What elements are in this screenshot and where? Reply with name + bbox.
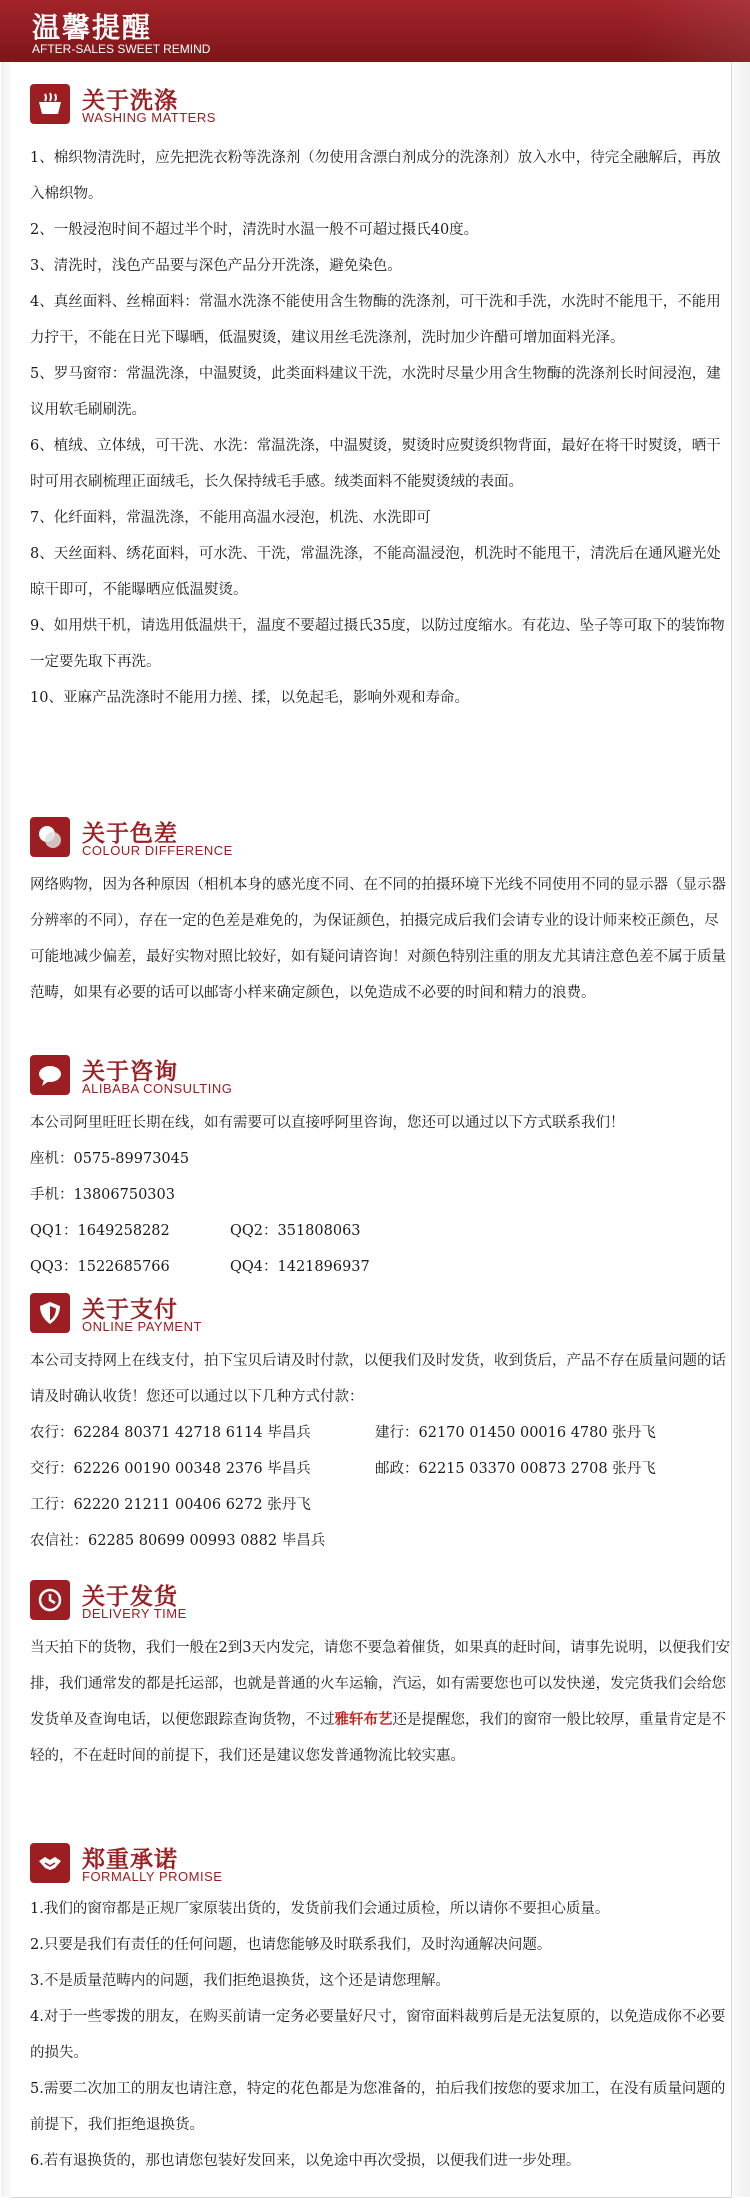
payment-intro: 本公司支持网上在线支付，拍下宝贝后请及时付款，以便我们及时发货，收到货后，产品不存在质量问题的话请及时确认收货！您还可以通过以下几种方式付款：: [30, 1353, 726, 1405]
banner-title: 温馨提醒: [32, 11, 153, 44]
bank-account: 交行：62226 00190 00348 2376 毕昌兵: [30, 1461, 311, 1477]
delivery-title: 关于发货: [82, 1583, 178, 1610]
colour-text: 网络购物，因为各种原因（相机本身的感光度不同、在不同的拍摄环境下光线不同使用不同的显示器（显示器分辨率的不同），存在一定的色差是难免的，为保证颜色，拍摄完成后我们会请专业的设计师来校正颜色，尽可能地减少偏差，最好实物对照比较好，如有疑问请咨询！对颜色特别注重的朋友尤其请注意色差不属于质量范畴，如果有必要的话可以邮寄小样来确定颜色，以免造成不必要的时间和精力的浪费。: [30, 877, 726, 1001]
bank-account: 工行：62220 21211 00406 6272 张丹飞: [30, 1497, 311, 1513]
consult-section: [30, 1055, 730, 1285]
shield-icon: [30, 1293, 70, 1333]
washing-item: 9、如用烘干机，请选用低温烘干，温度不要超过摄氏35度，以防过度缩水。有花边、坠子等可取下的装饰物一定要先取下再洗。: [30, 618, 725, 670]
delivery-text-after: 还是提醒您，我们的窗帘一般比较厚，重量肯定是不轻的，不在赶时间的前提下，我们还是建议您发普通物流比较实惠。: [30, 1712, 726, 1764]
consult-header: [30, 1055, 730, 1103]
washing-list: [30, 140, 730, 716]
chat-icon: [30, 1055, 70, 1095]
account-row: [30, 1415, 730, 1451]
colour-title: 关于色差: [82, 820, 178, 847]
washing-item: 5、罗马窗帘：常温洗涤，中温熨烫，此类面料建议干洗，水洗时尽量少用含生物酶的洗涤剂长时间浸泡，建议用软毛刷刷洗。: [30, 366, 721, 418]
colour-header: [30, 817, 730, 865]
consult-mobile: 手机：13806750303: [30, 1187, 175, 1203]
banner-subtitle: AFTER-SALES SWEET REMIND: [32, 42, 211, 56]
promise-subtitle: FORMALLY PROMISE: [82, 1869, 223, 1884]
washing-basin-icon: [30, 84, 70, 124]
qq-row: [30, 1249, 730, 1285]
washing-item: 3、清洗时，浅色产品要与深色产品分开洗涤，避免染色。: [30, 258, 402, 274]
bank-account: 建行：62170 01450 00016 4780 张丹飞: [375, 1425, 656, 1441]
promise-item: 2.只要是我们有责任的任何问题，也请您能够及时联系我们，及时沟通解决问题。: [30, 1937, 552, 1953]
washing-title: 关于洗涤: [82, 87, 178, 114]
washing-item: 2、一般浸泡时间不超过半个时，清洗时水温一般不可超过摄氏40度。: [30, 222, 479, 238]
banner-decoration: [630, 0, 750, 62]
promise-item: 5.需要二次加工的朋友也请注意，特定的花色都是为您准备的，拍后我们按您的要求加工，在没有质量问题的前提下，我们拒绝退换货。: [30, 2081, 726, 2133]
delivery-section: [30, 1580, 730, 1774]
washing-subtitle: WASHING MATTERS: [82, 110, 216, 125]
qq4-text: QQ4：1421896937: [230, 1259, 370, 1275]
qq-row: [30, 1213, 730, 1249]
delivery-subtitle: DELIVERY TIME: [82, 1606, 187, 1621]
washing-item: 8、天丝面料、绣花面料，可水洗、干洗，常温洗涤，不能高温浸泡，机洗时不能甩干，清洗后在通风避光处晾干即可，不能曝晒应低温熨烫。: [30, 546, 721, 598]
consult-title: 关于咨询: [82, 1058, 178, 1085]
delivery-header: [30, 1580, 730, 1628]
account-row: [30, 1523, 730, 1559]
top-banner: [0, 0, 750, 62]
promise-list: [30, 1891, 730, 2179]
delivery-body: [30, 1630, 730, 1774]
washing-section: [30, 84, 730, 716]
colour-section: [30, 817, 730, 1011]
payment-section: [30, 1293, 730, 1559]
delivery-text: [30, 1630, 730, 1774]
washing-item: 10、亚麻产品洗涤时不能用力搓、揉，以免起毛，影响外观和寿命。: [30, 690, 469, 706]
promise-item: 3.不是质量范畴内的问题，我们拒绝退换货，这个还是请您理解。: [30, 1973, 450, 1989]
washing-item: 6、植绒、立体绒，可干洗、水洗：常温洗涤，中温熨烫，熨烫时应熨烫织物背面，最好在将干时熨烫，晒干时可用衣刷梳理正面绒毛，长久保持绒毛手感。绒类面料不能熨烫绒的表面。: [30, 438, 721, 490]
qq3-text: QQ3：1522685766: [30, 1259, 170, 1275]
promise-section: [30, 1843, 730, 2179]
colour-swatch-icon: [30, 817, 70, 857]
washing-item: 7、化纤面料，常温洗涤，不能用高温水浸泡，机洗、水洗即可: [30, 510, 431, 526]
bank-account: 邮政：62215 03370 00873 2708 张丹飞: [375, 1461, 656, 1477]
washing-item: 1、棉织物清洗时，应先把洗衣粉等洗涤剂（勿使用含漂白剂成分的洗涤剂）放入水中，待完全融解后，再放入棉织物。: [30, 150, 721, 202]
payment-body: [30, 1343, 730, 1559]
promise-header: [30, 1843, 730, 1891]
bank-account: 农信社：62285 80699 00993 0882 毕昌兵: [30, 1533, 326, 1549]
brand-name: 雅轩布艺: [334, 1711, 393, 1728]
promise-item: 4.对于一些零拨的朋友，在购买前请一定务必要量好尺寸，窗帘面料裁剪后是无法复原的，以免造成你不必要的损失。: [30, 2009, 726, 2061]
washing-item: 4、真丝面料、丝棉面料：常温水洗涤不能使用含生物酶的洗涤剂，可干洗和手洗，水洗时不能甩干，不能用力拧干，不能在日光下曝晒，低温熨烫，建议用丝毛洗涤剂，洗时加少许醋可增加面料光泽。: [30, 294, 721, 346]
washing-header: [30, 84, 730, 132]
payment-subtitle: ONLINE PAYMENT: [82, 1319, 202, 1334]
qq2-text: QQ2：351808063: [230, 1223, 361, 1239]
payment-title: 关于支付: [82, 1296, 178, 1323]
consult-intro: 本公司阿里旺旺长期在线，如有需要可以直接呼阿里咨询，您还可以通过以下方式联系我们！: [30, 1115, 625, 1131]
account-row: [30, 1487, 730, 1523]
colour-body: [30, 867, 730, 1011]
promise-item: 6.若有退换货的，那也请您包装好发回来，以免途中再次受损，以便我们进一步处理。: [30, 2153, 581, 2169]
consult-landline: 座机：0575-89973045: [30, 1151, 190, 1167]
promise-title: 郑重承诺: [82, 1846, 178, 1873]
payment-header: [30, 1293, 730, 1341]
consult-body: [30, 1105, 730, 1285]
handshake-icon: [30, 1843, 70, 1883]
account-row: [30, 1451, 730, 1487]
clock-icon: [30, 1580, 70, 1620]
promise-item: 1.我们的窗帘都是正规厂家原装出货的，发货前我们会通过质检，所以请你不要担心质量。: [30, 1901, 610, 1917]
colour-subtitle: COLOUR DIFFERENCE: [82, 843, 233, 858]
bank-account: 农行：62284 80371 42718 6114 毕昌兵: [30, 1425, 311, 1441]
consult-subtitle: ALIBABA CONSULTING: [82, 1081, 233, 1096]
qq1-text: QQ1：1649258282: [30, 1223, 170, 1239]
delivery-text-before: 当天拍下的货物，我们一般在2到3天内发完，请您不要急着催货，如果真的赶时间，请事先说明，以便我们安排，我们通常发的都是托运部，也就是普通的火车运输，汽运，如有需要您也可以发快递，发完货我们会给您发货单及查询电话，以便您跟踪查询货物，不过: [30, 1640, 730, 1728]
